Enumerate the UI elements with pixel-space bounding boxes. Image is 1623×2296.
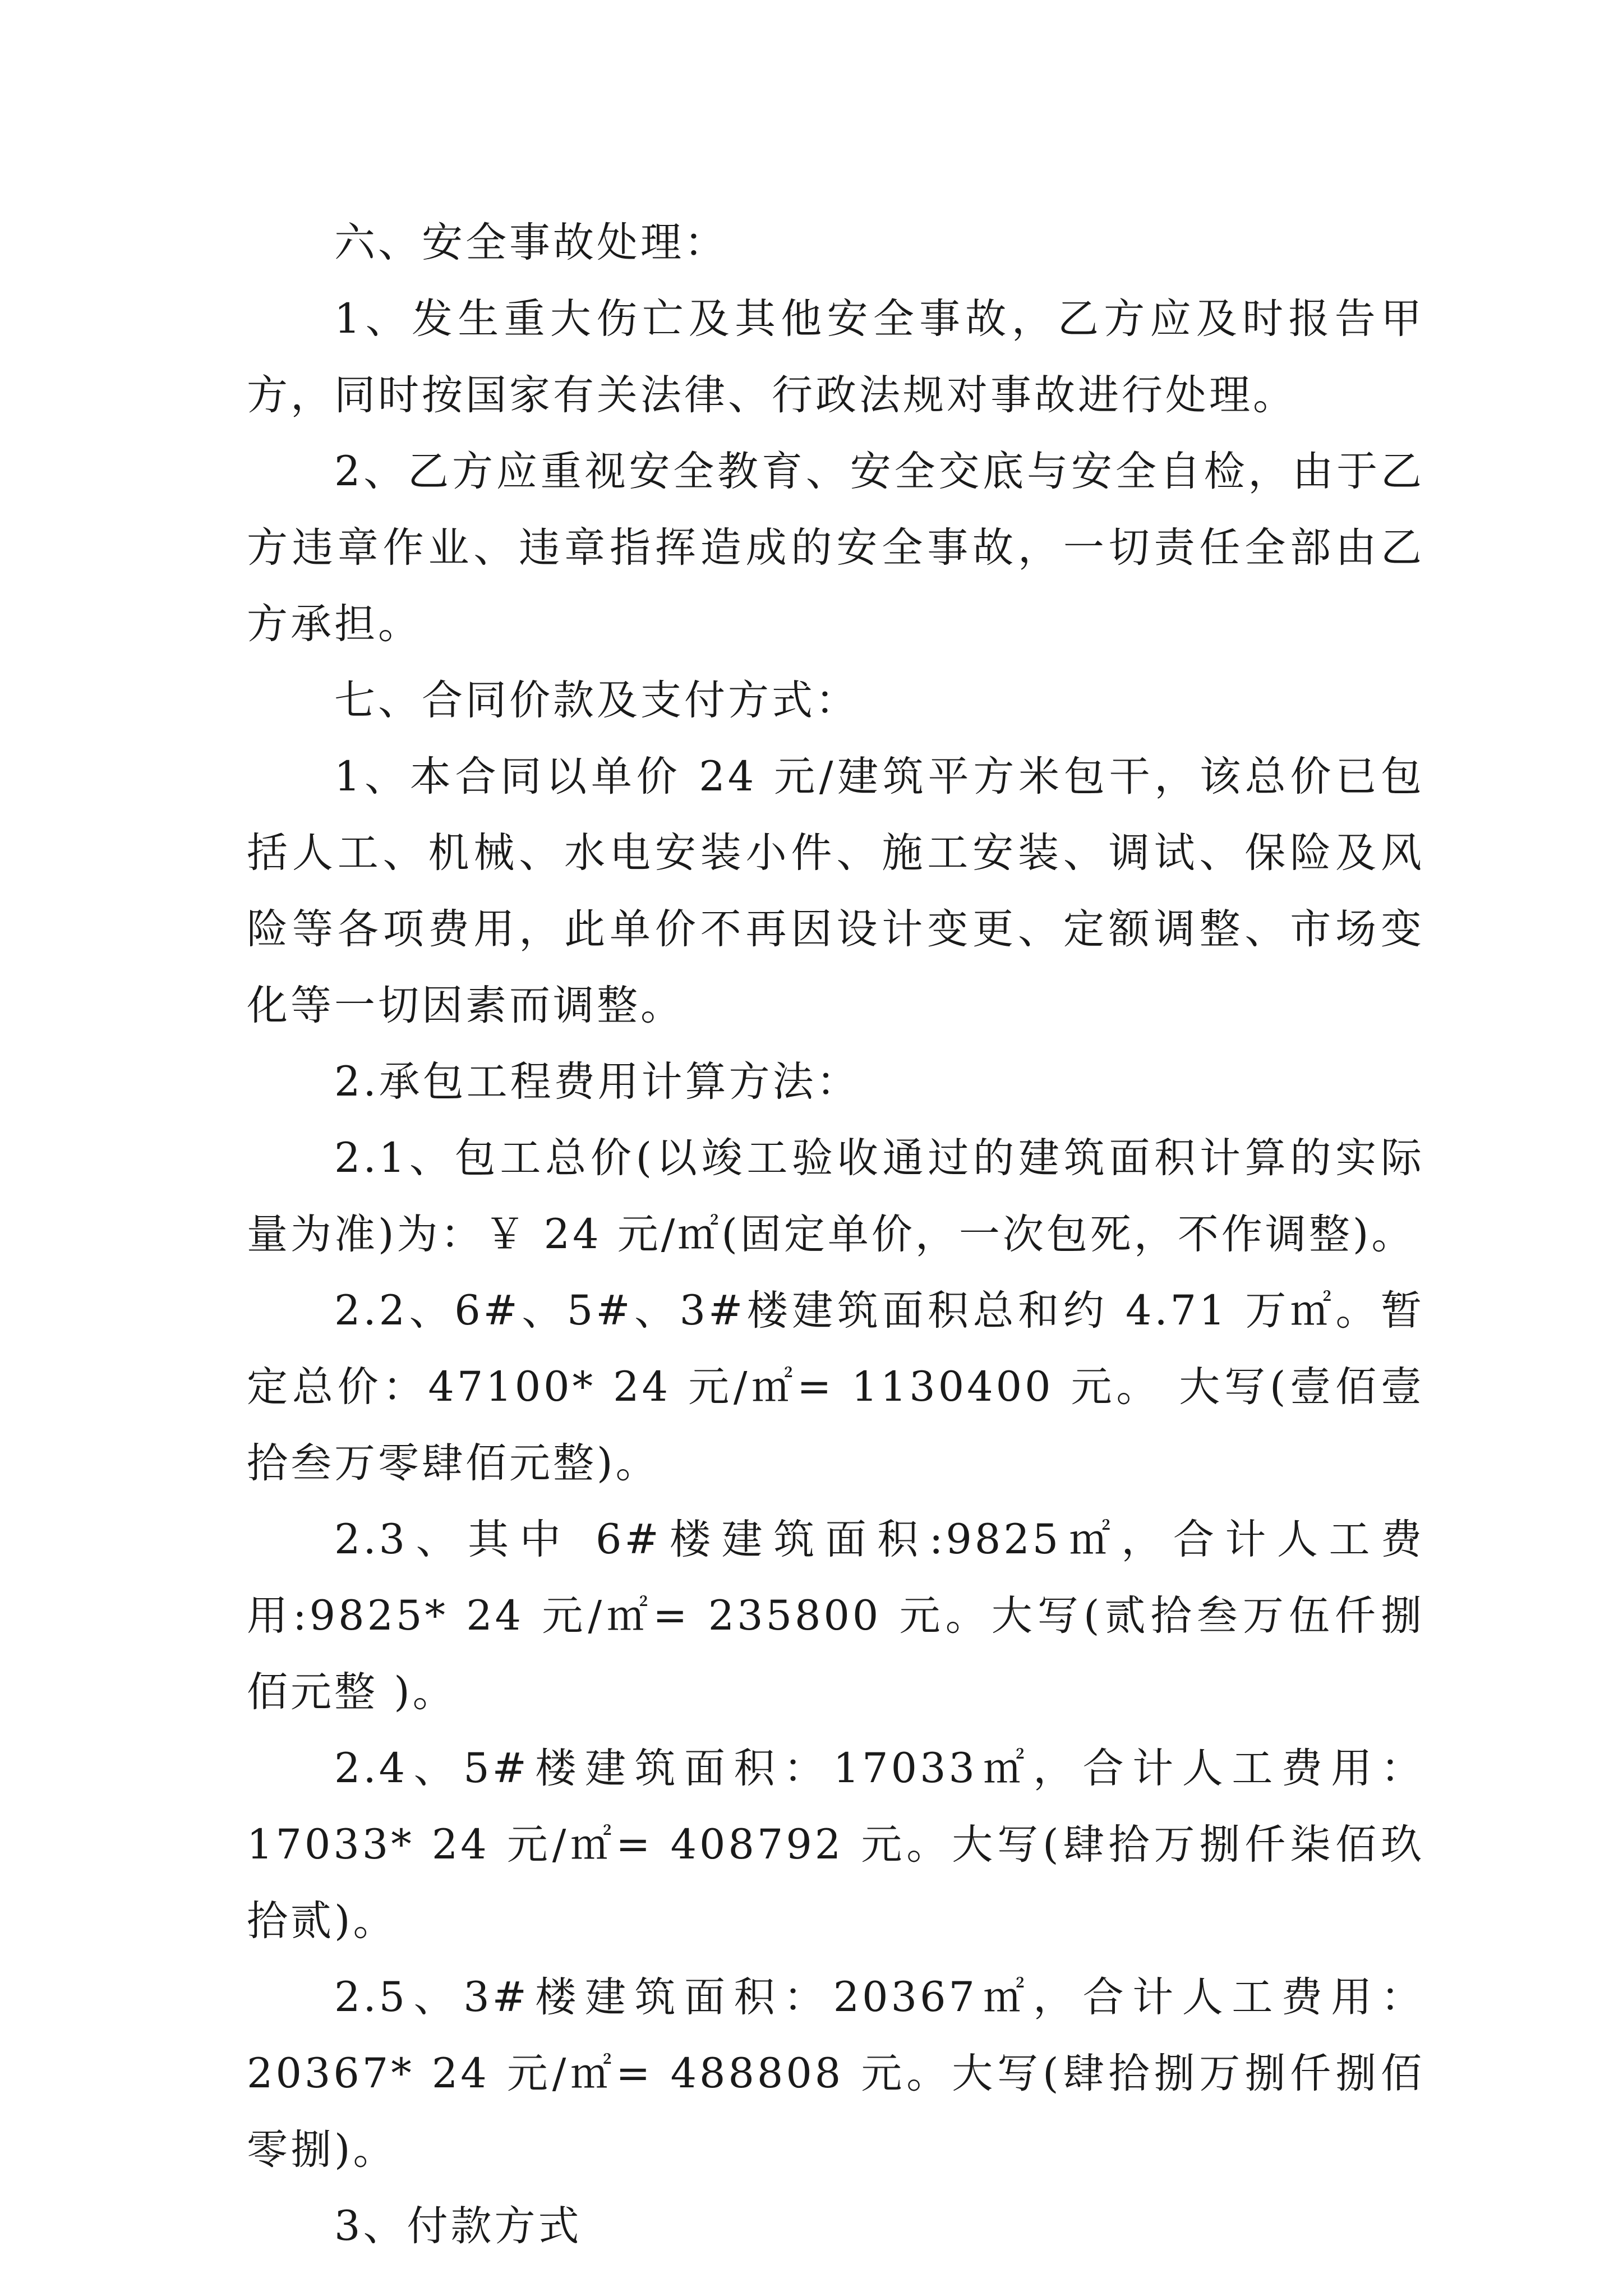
- paragraph-accident-report: 1、发生重大伤亡及其他安全事故，乙方应及时报告甲方，同时按国家有关法律、行政法规对事故进行处理。: [247, 295, 1424, 419]
- paragraph-cost-method-heading: 2.承包工程费用计算方法：: [334, 1058, 860, 1106]
- paragraph-building-6: 2.3、其中 6#楼建筑面积:9825㎡，合计人工费用:9825* 24 元/㎡= 235800 元。大写(贰拾叁万伍仟捌佰元整 )。: [247, 1516, 1424, 1716]
- paragraph-building-5: 2.4、5#楼建筑面积：17033㎡，合计人工费用：17033* 24 元/㎡= 408792 元。大写(肆拾万捌仟柒佰玖拾贰)。: [247, 1745, 1424, 1945]
- paragraph-total-contract-price: 2.1、包工总价(以竣工验收通过的建筑面积计算的实际量为准)为：￥ 24 元/㎡(固定单价，一次包死，不作调整)。: [247, 1134, 1424, 1258]
- paragraph-provisional-total: 2.2、6#、5#、3#楼建筑面积总和约 4.71 万㎡。暂定总价：47100* 24 元/㎡= 1130400 元。 大写(壹佰壹拾叁万零肆佰元整)。: [247, 1287, 1424, 1487]
- paragraph-building-3: 2.5、3#楼建筑面积：20367㎡，合计人工费用：20367* 24 元/㎡= 488808 元。大写(肆拾捌万捌仟捌佰零捌)。: [247, 1973, 1424, 2174]
- section-heading-safety-accident: 六、安全事故处理：: [334, 219, 728, 266]
- paragraph-payment-method: 3、付款方式: [334, 2202, 582, 2250]
- section-heading-contract-price: 七、合同价款及支付方式：: [334, 677, 859, 724]
- document-body: [247, 205, 1424, 2265]
- paragraph-unit-price: 1、本合同以单价 24 元/建筑平方米包干，该总价已包括人工、机械、水电安装小件、施工安装、调试、保险及风险等各项费用，此单价不再因设计变更、定额调整、市场变化等一切因素而调整。: [247, 753, 1424, 1029]
- paragraph-safety-responsibility: 2、乙方应重视安全教育、安全交底与安全自检，由于乙方违章作业、违章指挥造成的安全事故，一切责任全部由乙方承担。: [247, 448, 1424, 648]
